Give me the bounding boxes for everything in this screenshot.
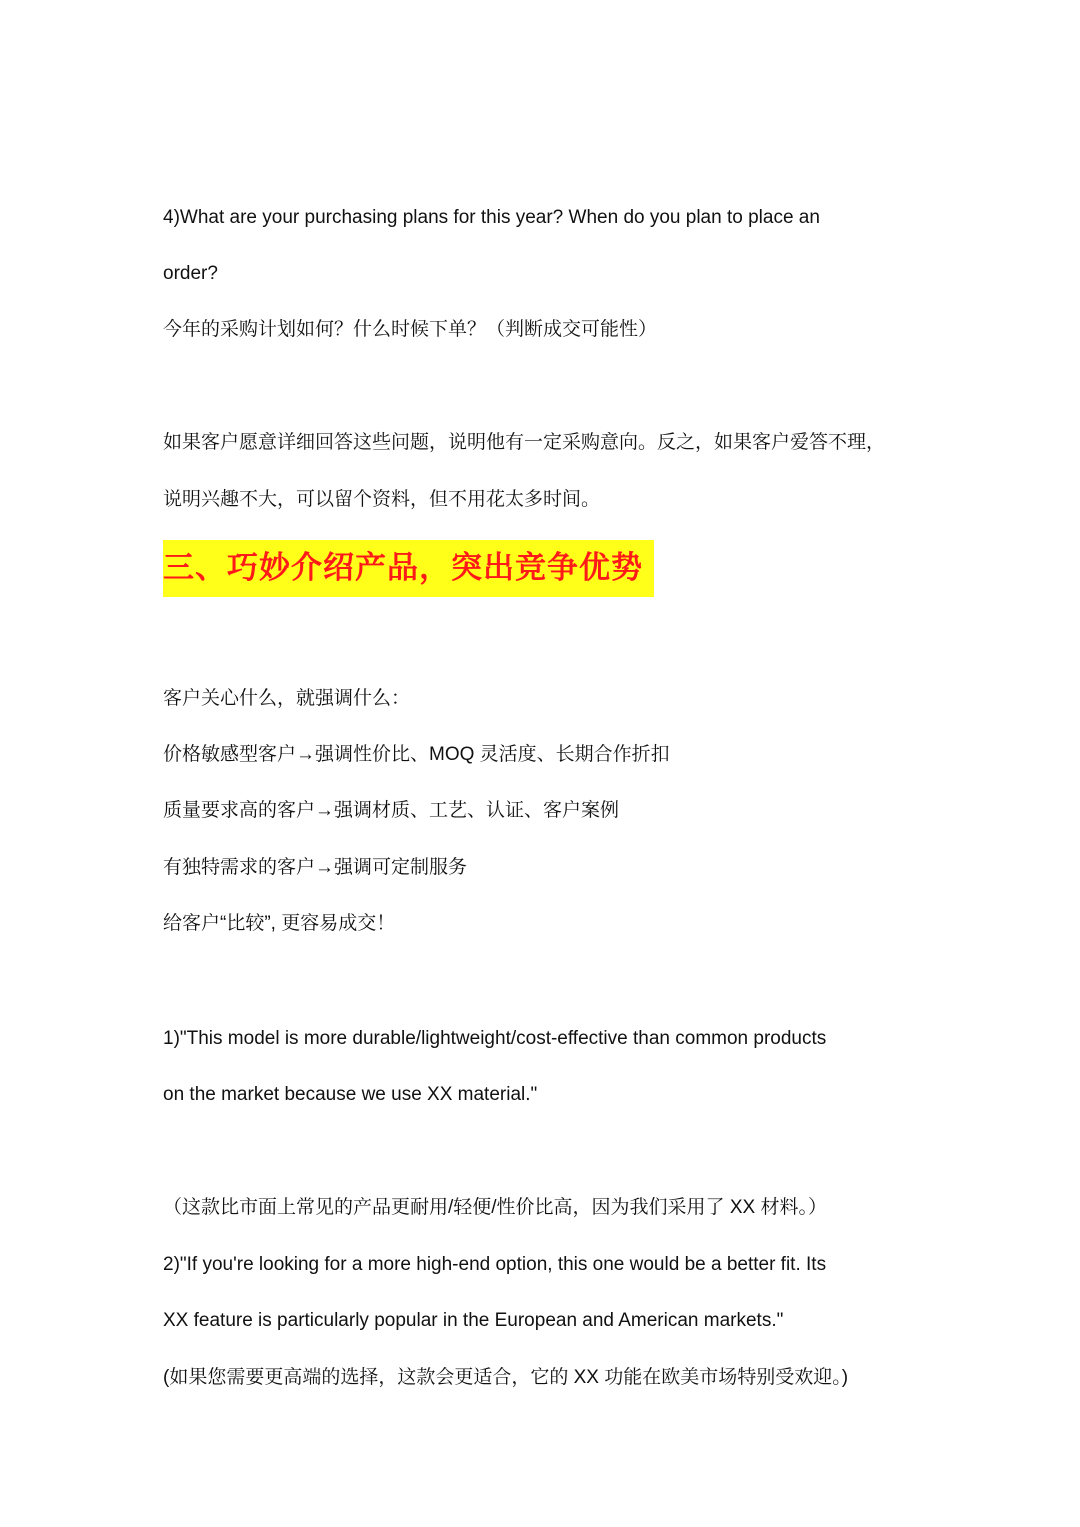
section3-bullet-quality: 质量要求高的客户→强调材质、工艺、认证、客户案例 xyxy=(163,800,620,821)
example1-zh: （这款比市面上常见的产品更耐用/轻便/性价比高，因为我们采用了 XX 材料。） xyxy=(163,1197,827,1218)
example1-en-line1: 1)"This model is more durable/lightweight/cost-effective than common products xyxy=(163,1028,827,1049)
section3-heading: 三、巧妙介绍产品，突出竞争优势 xyxy=(163,540,654,597)
example1-en-line2: on the market because we use XX material." xyxy=(163,1084,538,1105)
example2-en-line1: 2)"If you're looking for a more high-end option, this one would be a better fit. Its xyxy=(163,1254,827,1275)
question4-zh: 今年的采购计划如何？什么时候下单？（判断成交可能性） xyxy=(163,319,658,340)
question4-en-line2: order? xyxy=(163,263,218,284)
conclusion-line1: 如果客户愿意详细回答这些问题，说明他有一定采购意向。反之，如果客户爱答不理， xyxy=(163,432,886,453)
section3-bullet-compare: 给客户“比较”, 更容易成交！ xyxy=(163,913,396,934)
example2-zh: (如果您需要更高端的选择，这款会更适合，它的 XX 功能在欧美市场特别受欢迎。) xyxy=(163,1367,849,1388)
question4-en-line1: 4)What are your purchasing plans for this year? When do you plan to place an xyxy=(163,207,820,228)
section3-bullet-custom: 有独特需求的客户→强调可定制服务 xyxy=(163,857,468,878)
section3-bullet-price: 价格敏感型客户→强调性价比、MOQ 灵活度、长期合作折扣 xyxy=(163,744,670,765)
section3-intro: 客户关心什么，就强调什么： xyxy=(163,688,411,709)
conclusion-line2: 说明兴趣不大，可以留个资料，但不用花太多时间。 xyxy=(163,489,601,510)
example2-en-line2: XX feature is particularly popular in the European and American markets." xyxy=(163,1310,784,1331)
